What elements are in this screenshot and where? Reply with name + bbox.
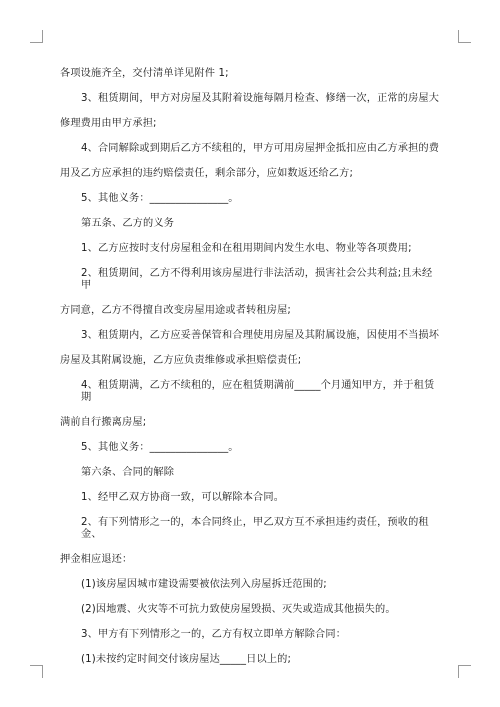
text-line: 3、租赁期间，甲方对房屋及其附着设施每隔月检查、修缮一次，正常的房屋大	[81, 93, 440, 104]
text-line: 满前自行搬离房屋;	[60, 417, 147, 428]
paragraph-p3	[60, 143, 442, 180]
text-line: (1)未按约定时间交付该房屋达_____日以上的;	[81, 654, 292, 665]
text-line: 方同意，乙方不得擅自改变房屋用途或者转租房屋;	[60, 305, 292, 316]
paragraph-p6	[60, 243, 442, 255]
text-line: 5、其他义务：_______________。	[81, 442, 239, 453]
text-line: 押金相应退还：	[60, 554, 133, 565]
crop-mark-bottom-left	[30, 665, 43, 678]
paragraph-p8	[60, 330, 442, 367]
text-line: 第六条、合同的解除	[81, 467, 175, 478]
paragraph-p4	[60, 193, 442, 205]
text-line: 房屋及其附属设施，乙方应负责维修或承担赔偿责任;	[60, 355, 302, 366]
paragraph-p14	[60, 579, 442, 591]
paragraph-p7	[60, 268, 442, 317]
paragraph-p17	[60, 654, 442, 666]
text-line: (2)因地震、火灾等不可抗力致使房屋毁损、灭失或造成其他损失的。	[81, 604, 396, 615]
text-line: 5、其他义务：_______________。	[81, 193, 239, 204]
text-line: 各项设施齐全，交付清单详见附件 1;	[60, 68, 229, 79]
text-line: 用及乙方应承担的违约赔偿责任，剩余部分，应如数返还给乙方;	[60, 168, 354, 179]
paragraph-p5	[60, 218, 442, 230]
text-line: 3、甲方有下列情形之一的，乙方有权立即单方解除合同：	[81, 629, 347, 640]
crop-mark-top-left	[30, 30, 43, 43]
paragraph-p1	[60, 68, 442, 80]
paragraph-p16	[60, 629, 442, 641]
paragraph-p11	[60, 467, 442, 479]
paragraph-p15	[60, 604, 442, 616]
crop-mark-bottom-right	[458, 665, 471, 678]
paragraph-p12	[60, 492, 442, 504]
text-line: 修理费用由甲方承担;	[60, 118, 157, 129]
paragraph-p2	[60, 93, 442, 130]
text-line: 4、合同解除或到期后乙方不续租的，甲方可用房屋押金抵扣应由乙方承担的费	[81, 143, 440, 154]
text-line: 3、租赁期内，乙方应妥善保管和合理使用房屋及其附属设施，因使用不当损坏	[81, 330, 440, 341]
text-line: 4、租赁期满，乙方不续租的，应在租赁期满前_____个月通知甲方，并于租赁期	[81, 380, 435, 403]
document-body	[60, 68, 442, 679]
text-line: 第五条、乙方的义务	[81, 218, 175, 229]
text-line: 2、有下列情形之一的，本合同终止，甲乙双方互不承担违约责任，预收的租金、	[81, 517, 429, 540]
text-line: 2、租赁期间，乙方不得利用该房屋进行非法活动，损害社会公共利益;且未经甲	[81, 268, 433, 291]
paragraph-p9	[60, 380, 442, 429]
crop-mark-top-right	[458, 30, 471, 43]
paragraph-p13	[60, 517, 442, 566]
text-line: 1、经甲乙双方协商一致，可以解除本合同。	[81, 492, 285, 503]
text-line: 1、乙方应按时支付房屋租金和在租用期间内发生水电、物业等各项费用;	[81, 243, 412, 254]
paragraph-p10	[60, 442, 442, 454]
text-line: (1)该房屋因城市建设需要被依法列入房屋拆迁范围的;	[81, 579, 327, 590]
